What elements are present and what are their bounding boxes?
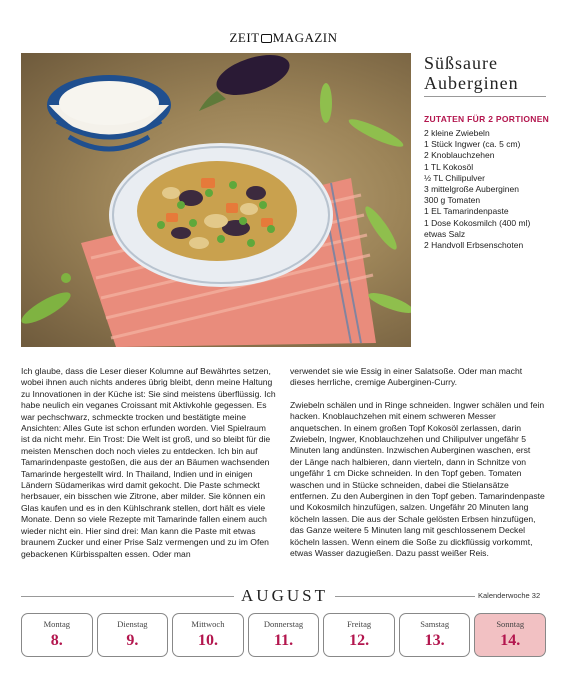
article-paragraph: verwendet sie wie Essig in einer Salatsoße. Oder man macht dieses herrliche, cremige Auberginen-Curry. [290,366,523,388]
ingredient-item: 2 Knoblauchzehen [424,150,495,161]
ingredient-item: etwas Salz [424,228,466,239]
day-number: 9. [126,632,139,649]
month-divider-right [335,596,475,597]
calendar-week-label: Kalenderwoche 32 [478,591,541,600]
day-tuesday [97,613,169,657]
eggplant [212,53,295,103]
day-number: 8. [50,632,63,649]
masthead-magazin: MAGAZIN [272,30,338,45]
ingredient-item: 1 Dose Kokosmilch (400 ml) [424,217,531,228]
ingredient-item: ½ TL Chilipulver [424,172,485,183]
day-name: Samstag [420,619,450,629]
zeit-eagle-icon [261,34,272,43]
day-sunday [474,613,546,657]
recipe-photo [21,53,411,347]
ingredient-item: 1 TL Kokosöl [424,161,474,172]
curry-bowl-illustration [21,53,411,347]
day-name: Dienstag [117,619,148,629]
day-monday [21,613,93,657]
curry [137,161,297,261]
day-number: 11. [273,632,294,649]
day-name: Sonntag [496,619,525,629]
ingredient-item: 2 Handvoll Erbsenschoten [424,240,524,251]
ingredient-item: 1 EL Tamarindenpaste [424,206,509,217]
rice [59,81,159,125]
day-thursday [248,613,320,657]
day-number: 14. [500,632,521,649]
ingredient-item: 2 kleine Zwiebeln [424,128,490,138]
ingredients-list [424,128,530,251]
recipe-title-line1: Süßsaure [424,53,498,73]
day-number: 12. [349,632,370,649]
calendar-days [21,613,546,657]
recipe-title-line2: Auberginen [424,73,519,93]
day-name: Donnerstag [263,619,304,629]
day-number: 10. [197,632,218,649]
month-divider-left [21,596,234,597]
ingredient-item: 300 g Tomaten [424,195,481,206]
article-column-1 [21,366,276,571]
day-name: Montag [43,619,71,629]
ingredient-item: 3 mittelgroße Auberginen [424,184,519,195]
day-name: Mittwoch [191,619,225,629]
pea-pod [346,115,405,151]
recipe-title [424,53,519,93]
day-number: 13. [424,632,445,649]
day-name: Freitag [347,619,372,629]
calendar-month: AUGUST [241,586,328,605]
ingredients-heading: ZUTATEN FÜR 2 PORTIONEN [424,114,550,124]
masthead-zeit: ZEIT [229,30,260,45]
title-divider [424,96,546,97]
day-saturday [399,613,471,657]
day-friday [323,613,395,657]
article-column-2 [290,366,545,571]
masthead-logo [0,30,567,46]
recipe-method-paragraph: Zwiebeln schälen und in Ringe schneiden. Ingwer schälen und fein hacken. Knoblauchzehen mit einem schweren Messer anquetschen. In einem großen Topf Kokosöl zerlassen, darin Zwiebeln, Ingwer, Knoblauchzehen und Chilipulver ungefähr 5 Minuten lang andünsten. Inzwischen Auberginen waschen, erst der Länge nach halbieren, dann vierteln, dann in Schnitze von ungefähr 1 cm Dicke schneiden. In den Topf geben. Tomaten waschen und in Stücke schneiden, dabei die Stielansätze entfernen. Zu den Auberginen in den Topf geben. Tamarindenpaste und Kokosmilch hinzufügen, salzen. Ungefähr 20 Minuten lang köcheln lassen. Die aus der Schale gelösten Erbsen hinzufügen, das Ganze weitere 5 Minuten lang mit geschlossenem Deckel köcheln lassen. Wenn einem die Soße zu dickflüssig vorkommt, etwas Wasser dazugießen. Dazu passt weißer Reis. [290,399,545,559]
article-paragraph: Ich glaube, dass die Leser dieser Kolumne auf Bewährtes setzen, wobei ihnen auch nichts anderes übrig bleibt, denn meine Haltung zu Innovationen in der Küche ist: Sie sind meistens überflüssig. Ich habe neulich ein veganes Croissant mit Aktivkohle gegessen. Es war pechschwarz, schmeckte trocken und bestätigte meine Ansichten: Alles Gute ist schon erfunden worden. Viel Spielraum ist da nicht mehr. Ein Trost: Die Welt ist groß, und so bleibt für die meisten Menschen doch noch vieles zu entdecken. Ich bin auf Tamarindenpaste gestoßen, die aus der an Bäumen wachsenden Tamarinde hergestellt wird. In Thailand, Indien und in einigen Ländern Südamerikas wird damit gekocht. Die Paste schmeckt herbsauer, ein bisschen wie Zitrone, aber milder. Sie können ein Glas kaufen und es in den Kühlschrank stellen, dort hält es viele Monate. Denn so viele Rezepte mit Tamarinde fallen einem auch wieder nicht ein. Hier sind drei: Man kann die Paste mit etwas braunem Zucker und einer Prise Salz vermengen und zu im Ofen gebackenen Kürbisspalten essen. Oder man [21,366,276,559]
day-wednesday [172,613,244,657]
ingredient-item: 1 Stück Ingwer (ca. 5 cm) [424,139,521,150]
